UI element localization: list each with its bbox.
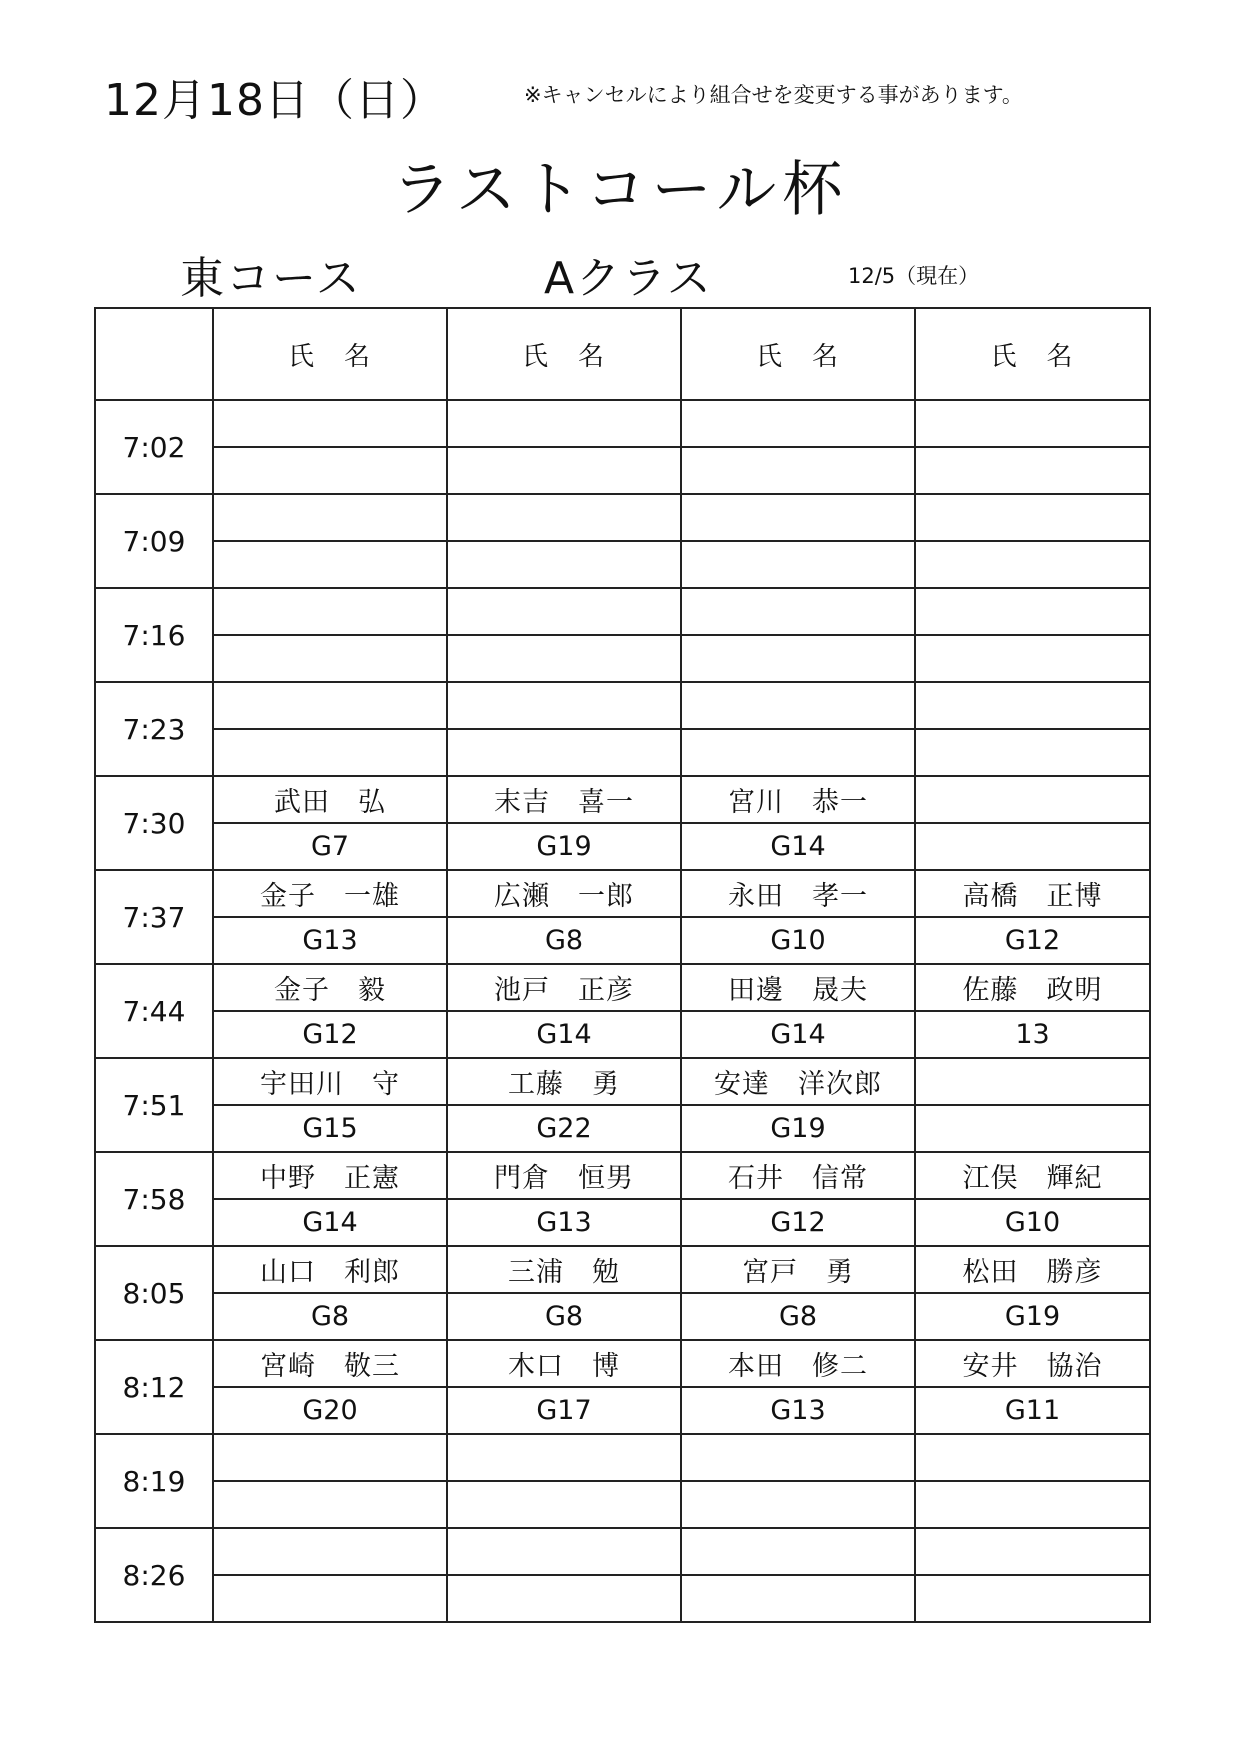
player-handicap xyxy=(447,541,681,588)
player-handicap xyxy=(213,1481,447,1528)
player-handicap xyxy=(447,729,681,776)
tee-time: 7:16 xyxy=(95,588,213,682)
player-handicap xyxy=(915,823,1150,870)
table-row xyxy=(95,400,1150,447)
tee-time: 8:05 xyxy=(95,1246,213,1340)
player-handicap xyxy=(681,1481,915,1528)
player-name xyxy=(915,1058,1150,1105)
table-row xyxy=(95,1058,1150,1105)
player-handicap xyxy=(915,1105,1150,1152)
table-row xyxy=(95,823,1150,870)
player-handicap: G10 xyxy=(681,917,915,964)
table-row xyxy=(95,1105,1150,1152)
player-handicap: G7 xyxy=(213,823,447,870)
table-row xyxy=(95,1152,1150,1199)
tee-time: 7:23 xyxy=(95,682,213,776)
player-name: 永田 孝一 xyxy=(681,870,915,917)
player-name xyxy=(915,682,1150,729)
player-name: 江俣 輝紀 xyxy=(915,1152,1150,1199)
player-name: 石井 信常 xyxy=(681,1152,915,1199)
player-handicap: G15 xyxy=(213,1105,447,1152)
player-name xyxy=(213,1528,447,1575)
player-handicap xyxy=(681,635,915,682)
player-name xyxy=(447,682,681,729)
player-handicap xyxy=(213,729,447,776)
player-handicap: G8 xyxy=(213,1293,447,1340)
table-row xyxy=(95,1434,1150,1481)
column-header: 氏 名 xyxy=(213,308,447,400)
player-handicap: G19 xyxy=(447,823,681,870)
player-handicap: G22 xyxy=(447,1105,681,1152)
table-row xyxy=(95,588,1150,635)
player-handicap: G10 xyxy=(915,1199,1150,1246)
table-row xyxy=(95,682,1150,729)
time-column-header xyxy=(95,308,213,400)
tee-time: 7:09 xyxy=(95,494,213,588)
column-header: 氏 名 xyxy=(447,308,681,400)
tee-time: 7:58 xyxy=(95,1152,213,1246)
player-name xyxy=(447,1528,681,1575)
player-handicap xyxy=(915,1481,1150,1528)
as-of-date: 12/5（現在） xyxy=(848,264,980,288)
table-row xyxy=(95,870,1150,917)
player-handicap xyxy=(915,635,1150,682)
course-label: 東コース xyxy=(180,253,362,304)
tee-time: 7:30 xyxy=(95,776,213,870)
player-handicap: G14 xyxy=(447,1011,681,1058)
player-handicap: G12 xyxy=(681,1199,915,1246)
player-name: 田邊 晟夫 xyxy=(681,964,915,1011)
player-name xyxy=(681,494,915,541)
player-name: 宮川 恭一 xyxy=(681,776,915,823)
player-name: 三浦 勉 xyxy=(447,1246,681,1293)
player-handicap: G13 xyxy=(681,1387,915,1434)
player-handicap xyxy=(681,447,915,494)
tee-time: 7:37 xyxy=(95,870,213,964)
table-body xyxy=(95,400,1150,1622)
tee-time: 8:12 xyxy=(95,1340,213,1434)
player-name: 松田 勝彦 xyxy=(915,1246,1150,1293)
player-name xyxy=(213,494,447,541)
player-handicap xyxy=(447,635,681,682)
table-row xyxy=(95,447,1150,494)
player-name xyxy=(681,1528,915,1575)
table-row xyxy=(95,1528,1150,1575)
player-handicap: G19 xyxy=(915,1293,1150,1340)
player-name xyxy=(681,1434,915,1481)
player-name: 宇田川 守 xyxy=(213,1058,447,1105)
player-handicap xyxy=(213,1575,447,1622)
player-handicap: G12 xyxy=(213,1011,447,1058)
player-name: 末吉 喜一 xyxy=(447,776,681,823)
table-row xyxy=(95,541,1150,588)
player-handicap: G11 xyxy=(915,1387,1150,1434)
player-name xyxy=(213,1434,447,1481)
player-name: 山口 利郎 xyxy=(213,1246,447,1293)
player-name xyxy=(915,776,1150,823)
player-name: 広瀬 一郎 xyxy=(447,870,681,917)
class-label: Aクラス xyxy=(544,253,713,304)
player-handicap xyxy=(213,541,447,588)
player-name xyxy=(213,400,447,447)
player-name: 宮戸 勇 xyxy=(681,1246,915,1293)
player-handicap xyxy=(681,1575,915,1622)
player-name: 安達 洋次郎 xyxy=(681,1058,915,1105)
player-name xyxy=(915,1434,1150,1481)
player-name: 高橋 正博 xyxy=(915,870,1150,917)
page-title: ラストコール杯 xyxy=(391,155,849,225)
player-name xyxy=(213,682,447,729)
player-handicap: G20 xyxy=(213,1387,447,1434)
player-name: 安井 協治 xyxy=(915,1340,1150,1387)
player-handicap: G13 xyxy=(213,917,447,964)
player-name: 池戸 正彦 xyxy=(447,964,681,1011)
player-handicap xyxy=(681,541,915,588)
tee-time: 8:26 xyxy=(95,1528,213,1622)
player-handicap xyxy=(915,729,1150,776)
player-handicap xyxy=(447,447,681,494)
player-handicap xyxy=(915,1575,1150,1622)
player-handicap: G14 xyxy=(681,823,915,870)
player-name: 門倉 恒男 xyxy=(447,1152,681,1199)
player-handicap: G14 xyxy=(681,1011,915,1058)
table-row xyxy=(95,1387,1150,1434)
player-name: 武田 弘 xyxy=(213,776,447,823)
player-name xyxy=(681,682,915,729)
table-row xyxy=(95,1575,1150,1622)
player-name xyxy=(447,1434,681,1481)
cancellation-note: ※キャンセルにより組合せを変更する事があります。 xyxy=(524,83,1023,107)
column-header: 氏 名 xyxy=(681,308,915,400)
player-name: 宮崎 敬三 xyxy=(213,1340,447,1387)
player-handicap: G13 xyxy=(447,1199,681,1246)
player-name xyxy=(681,588,915,635)
player-name xyxy=(447,400,681,447)
player-name xyxy=(447,588,681,635)
tee-time: 7:44 xyxy=(95,964,213,1058)
player-name: 金子 一雄 xyxy=(213,870,447,917)
table-header-row xyxy=(95,308,1150,400)
player-name xyxy=(447,494,681,541)
player-handicap xyxy=(213,447,447,494)
player-name xyxy=(915,1528,1150,1575)
player-handicap: G19 xyxy=(681,1105,915,1152)
player-handicap: G8 xyxy=(447,917,681,964)
table-row xyxy=(95,1481,1150,1528)
player-handicap xyxy=(915,541,1150,588)
table-row xyxy=(95,635,1150,682)
player-name: 中野 正憲 xyxy=(213,1152,447,1199)
player-name: 金子 毅 xyxy=(213,964,447,1011)
tee-time: 7:02 xyxy=(95,400,213,494)
table-row xyxy=(95,917,1150,964)
player-handicap xyxy=(681,729,915,776)
table-row xyxy=(95,1293,1150,1340)
player-name: 工藤 勇 xyxy=(447,1058,681,1105)
player-handicap: G14 xyxy=(213,1199,447,1246)
player-handicap: G8 xyxy=(681,1293,915,1340)
player-handicap xyxy=(915,447,1150,494)
player-name: 佐藤 政明 xyxy=(915,964,1150,1011)
tee-time: 8:19 xyxy=(95,1434,213,1528)
table-row xyxy=(95,494,1150,541)
table-row xyxy=(95,964,1150,1011)
player-name xyxy=(915,494,1150,541)
player-handicap: 13 xyxy=(915,1011,1150,1058)
player-handicap: G17 xyxy=(447,1387,681,1434)
player-handicap xyxy=(447,1481,681,1528)
column-header: 氏 名 xyxy=(915,308,1150,400)
player-name xyxy=(915,400,1150,447)
table-row xyxy=(95,1199,1150,1246)
pairings-table xyxy=(94,307,1151,1623)
player-name: 本田 修二 xyxy=(681,1340,915,1387)
table-row xyxy=(95,776,1150,823)
player-handicap xyxy=(447,1575,681,1622)
player-handicap: G8 xyxy=(447,1293,681,1340)
table-row xyxy=(95,1246,1150,1293)
player-name xyxy=(915,588,1150,635)
table-row xyxy=(95,1011,1150,1058)
player-handicap: G12 xyxy=(915,917,1150,964)
player-name xyxy=(213,588,447,635)
player-name xyxy=(681,400,915,447)
event-date: 12月18日（日） xyxy=(104,75,445,126)
table-row xyxy=(95,1340,1150,1387)
player-name: 木口 博 xyxy=(447,1340,681,1387)
table-row xyxy=(95,729,1150,776)
tee-time: 7:51 xyxy=(95,1058,213,1152)
player-handicap xyxy=(213,635,447,682)
